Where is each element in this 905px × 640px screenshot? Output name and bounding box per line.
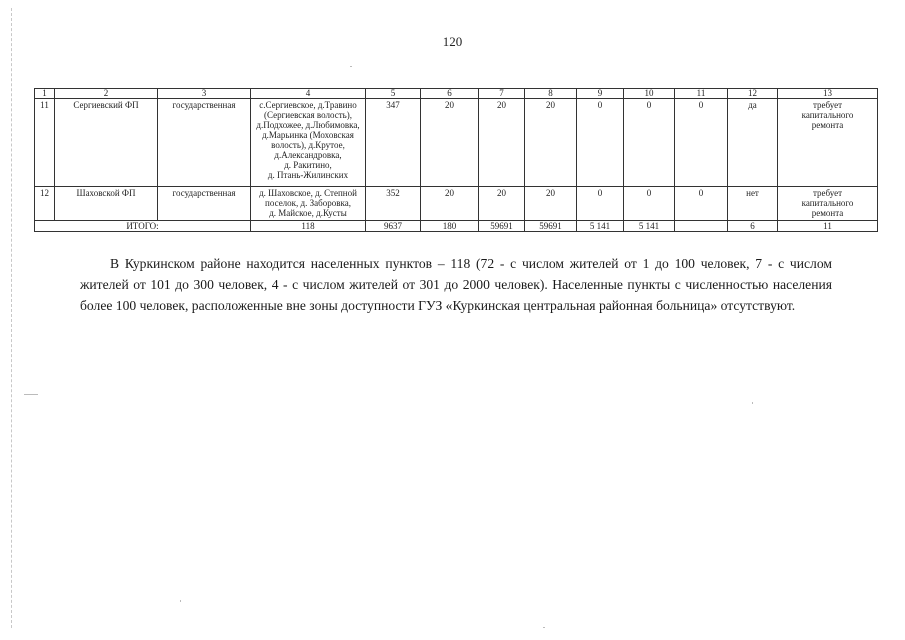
table-cell: 352	[366, 187, 421, 221]
header-cell: 10	[624, 89, 675, 99]
table-cell: 20	[421, 99, 479, 187]
served-settlements	[251, 187, 366, 221]
table-cell: 0	[624, 99, 675, 187]
table-cell: 347	[366, 99, 421, 187]
scan-artifact	[180, 600, 181, 602]
facility-name: Сергиевский ФП	[55, 99, 158, 187]
settlement-line: с.Сергиевское, д.Травино	[259, 100, 357, 110]
header-cell: 8	[525, 89, 577, 99]
note-line: капитального	[801, 198, 854, 208]
table-cell: 20	[479, 99, 525, 187]
header-cell: 9	[577, 89, 624, 99]
table-cell: да	[728, 99, 778, 187]
table-row	[35, 187, 878, 221]
header-cell: 3	[158, 89, 251, 99]
total-cell: 118	[251, 221, 366, 232]
settlement-line: д. Ракитино,	[284, 160, 332, 170]
table-cell: нет	[728, 187, 778, 221]
row-number: 11	[35, 99, 55, 187]
total-label: ИТОГО:	[35, 221, 251, 232]
total-cell: 59691	[479, 221, 525, 232]
settlement-line: д. Майское, д.Кусты	[269, 208, 347, 218]
total-cell: 5 141	[624, 221, 675, 232]
header-cell: 5	[366, 89, 421, 99]
ownership-type: государственная	[158, 99, 251, 187]
settlement-line: д.Александровка,	[274, 150, 342, 160]
scan-artifact	[24, 394, 38, 395]
total-cell	[675, 221, 728, 232]
scan-edge-line	[11, 8, 12, 628]
condition-note	[778, 99, 878, 187]
served-settlements	[251, 99, 366, 187]
scan-artifact	[543, 627, 545, 628]
note-line: ремонта	[811, 120, 844, 130]
table-cell: 20	[421, 187, 479, 221]
settlement-line: д. Шаховское, д. Степной	[259, 188, 357, 198]
facility-name: Шаховской ФП	[55, 187, 158, 221]
table-cell: 0	[675, 99, 728, 187]
table-cell: 20	[479, 187, 525, 221]
body-paragraph: В Куркинском районе находится населенных пунктов – 118 (72 - с числом жителей от 1 до 100 человек, 7 - с числом жителей от 101 до 300 человек, 4 - с числом жителей от 301 до 2000 человек). Населенные пункты с численностью населения более 100 человек, расположенные вне зоны доступности ГУЗ «Куркинская центральная районная больница» отсутствуют.	[80, 256, 832, 313]
note-line: требует	[812, 188, 843, 198]
settlement-line: д.Подхожее, д.Любимовка,	[256, 120, 360, 130]
ownership-type: государственная	[158, 187, 251, 221]
settlement-line: (Сергиевская волость),	[264, 110, 352, 120]
total-cell: 5 141	[577, 221, 624, 232]
table-header-row	[35, 89, 878, 99]
header-cell: 7	[479, 89, 525, 99]
settlement-line: д.Марьинка (Моховская	[262, 130, 354, 140]
header-cell: 2	[55, 89, 158, 99]
row-number: 12	[35, 187, 55, 221]
table-cell: 20	[525, 187, 577, 221]
header-cell: 12	[728, 89, 778, 99]
table-total-row	[35, 221, 878, 232]
settlement-line: волость), д.Крутое,	[271, 140, 345, 150]
total-cell: 59691	[525, 221, 577, 232]
note-line: ремонта	[811, 208, 844, 218]
table-cell: 0	[577, 187, 624, 221]
table-cell: 20	[525, 99, 577, 187]
table-cell: 0	[675, 187, 728, 221]
table-row	[35, 99, 878, 187]
settlement-line: поселок, д. Заборовка,	[265, 198, 351, 208]
scan-artifact	[350, 66, 352, 67]
header-cell: 6	[421, 89, 479, 99]
total-cell: 6	[728, 221, 778, 232]
table-cell: 0	[624, 187, 675, 221]
header-cell: 13	[778, 89, 878, 99]
total-cell: 9637	[366, 221, 421, 232]
header-cell: 4	[251, 89, 366, 99]
note-line: требует	[812, 100, 843, 110]
header-cell: 1	[35, 89, 55, 99]
page-number: 120	[442, 34, 463, 49]
table-cell: 0	[577, 99, 624, 187]
total-cell: 180	[421, 221, 479, 232]
total-cell: 11	[778, 221, 878, 232]
condition-note	[778, 187, 878, 221]
settlement-line: д. Птань-Жилинских	[267, 170, 349, 180]
facilities-table	[34, 88, 878, 232]
note-line: капитального	[801, 110, 854, 120]
scan-artifact	[752, 402, 753, 404]
header-cell: 11	[675, 89, 728, 99]
